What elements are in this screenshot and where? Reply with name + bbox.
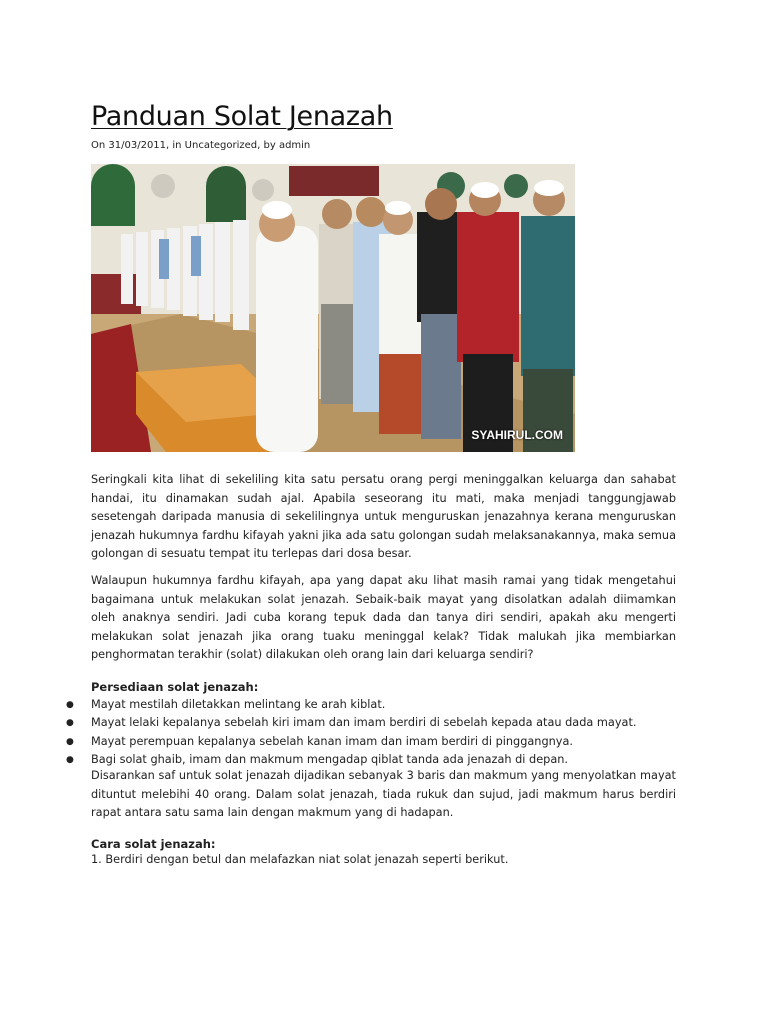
article-photo [91, 164, 575, 452]
list-item-text: Bagi solat ghaib, imam dan makmum mengadap qiblat tanda ada jenazah di depan. [91, 752, 569, 766]
list-item-text: Mayat mestilah diletakkan melintang ke arah kiblat. [91, 698, 386, 711]
list-item-text: Mayat lelaki kepalanya sebelah kiri imam dan imam berdiri di sebelah kepada atau dada mayat. [91, 716, 637, 730]
list-item [66, 733, 676, 751]
preparation-list [66, 696, 676, 769]
image-watermark: SYAHIRUL.COM [471, 428, 563, 442]
list-item [66, 714, 676, 732]
step-one-text: 1. Berdiri dengan betul dan melafazkan niat solat jenazah seperti berikut. [91, 853, 509, 866]
bullet-icon: ● [66, 718, 74, 729]
list-item-text: Mayat perempuan kepalanya sebelah kanan imam dan imam berdiri di pinggangnya. [91, 734, 573, 748]
list-item [66, 696, 676, 714]
article-title[interactable]: Panduan Solat Jenazah [91, 101, 393, 132]
mosque-prayer-photo [91, 164, 575, 452]
second-paragraph: Walaupun hukumnya fardhu kifayah, apa yang dapat aku lihat masih ramai yang tidak mengetahui bagaimana untuk melakukan solat jenazah. Sebaik-baik mayat yang disolatkan adalah diimamkan oleh anaknya sendiri. Jadi cuba korang tepuk dada dan tanya diri sendiri, apakah aku mengerti melakukan solat jenazah jika orang tuaku meninggal kelak? Tidak malukah jika membiarkan penghormatan terakhir (solat) dilakukan oleh orang lain dari keluarga sendiri? [91, 574, 676, 661]
intro-paragraph: Seringkali kita lihat di sekeliling kita satu persatu orang pergi meninggalkan keluarga dan sahabat handai, itu dinamakan sudah ajal. Apabila seseorang itu mati, maka menjadi tanggungjawab sesetengah daripada manusia di sekelilingnya untuk menguruskan jenazahnya kerana menguruskan jenazah hukumnya fardhu kifayah yakni jika ada satu golongan sudah melaksanakannya, maka semua golongan di sesuatu tempat itu terlepas dari dosa besar. [91, 473, 676, 560]
bullet-icon: ● [66, 736, 74, 747]
bullet-icon: ● [66, 754, 74, 765]
saf-note-paragraph: Disarankan saf untuk solat jenazah dijadikan sebanyak 3 baris dan makmum yang menyolatkan mayat dituntut melebihi 40 orang. Dalam solat jenazah, tiada rukuk dan sujud, jadi makmum harus berdiri rapat antara satu sama lain dengan makmum yang di hadapan. [91, 769, 676, 819]
section-heading-persediaan: Persediaan solat jenazah: [91, 680, 259, 694]
section-heading-cara: Cara solat jenazah: [91, 837, 216, 851]
bullet-icon: ● [66, 700, 74, 710]
post-meta: On 31/03/2011, in Uncategorized, by admin [91, 140, 311, 151]
